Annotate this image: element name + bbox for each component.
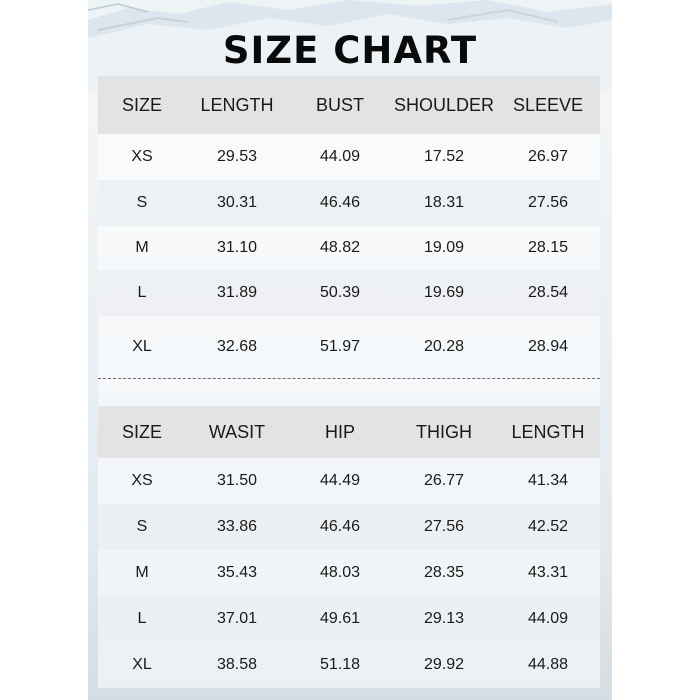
bottom-size-table xyxy=(98,382,600,688)
table-row xyxy=(98,226,600,270)
size-cell: XS xyxy=(131,472,153,489)
size-cell: S xyxy=(136,518,148,535)
value-cell: 28.54 xyxy=(527,284,569,301)
table-row xyxy=(98,550,600,596)
header-cell: BUST xyxy=(315,94,364,115)
size-cell: S xyxy=(136,194,148,211)
table-row xyxy=(98,458,600,504)
value-cell: 44.49 xyxy=(319,472,361,489)
table-row xyxy=(98,642,600,688)
header-cell: SHOULDER xyxy=(393,94,495,115)
value-cell: 44.09 xyxy=(319,148,361,165)
value-cell: 26.97 xyxy=(527,148,569,165)
value-cell: 43.31 xyxy=(527,564,569,581)
size-cell: M xyxy=(135,239,149,256)
value-cell: 33.86 xyxy=(216,518,258,535)
table-row xyxy=(98,316,600,378)
value-cell: 19.69 xyxy=(423,284,465,301)
header-cell: SIZE xyxy=(121,94,162,115)
value-cell: 51.97 xyxy=(319,338,361,355)
value-cell: 48.82 xyxy=(319,239,361,256)
table-row xyxy=(98,596,600,642)
size-cell: L xyxy=(137,610,147,627)
value-cell: 31.10 xyxy=(216,239,258,256)
value-cell: 17.52 xyxy=(423,148,465,165)
value-cell: 27.56 xyxy=(527,194,569,211)
top-size-table xyxy=(98,76,600,378)
value-cell: 30.31 xyxy=(216,194,258,211)
header-cell: WASIT xyxy=(208,421,266,442)
value-cell: 28.35 xyxy=(423,564,465,581)
value-cell: 31.50 xyxy=(216,472,258,489)
value-cell: 29.53 xyxy=(216,148,258,165)
value-cell: 27.56 xyxy=(423,518,465,535)
size-cell: XS xyxy=(131,148,153,165)
value-cell: 41.34 xyxy=(527,472,569,489)
value-cell: 20.28 xyxy=(423,338,465,355)
size-cell: L xyxy=(137,284,147,301)
value-cell: 31.89 xyxy=(216,284,258,301)
value-cell: 35.43 xyxy=(216,564,258,581)
value-cell: 28.94 xyxy=(527,338,569,355)
value-cell: 42.52 xyxy=(527,518,569,535)
value-cell: 32.68 xyxy=(216,338,258,355)
header-cell: SIZE xyxy=(121,421,162,442)
value-cell: 28.15 xyxy=(527,239,569,256)
value-cell: 48.03 xyxy=(319,564,361,581)
value-cell: 49.61 xyxy=(319,610,361,627)
value-cell: 38.58 xyxy=(216,656,258,673)
table-header-row xyxy=(98,76,600,134)
value-cell: 44.88 xyxy=(527,656,569,673)
table-header-row xyxy=(98,406,600,458)
value-cell: 46.46 xyxy=(319,518,361,535)
table-row xyxy=(98,134,600,180)
page-title: SIZE CHART xyxy=(222,29,478,72)
size-cell: XL xyxy=(132,338,152,355)
header-cell: LENGTH xyxy=(511,421,585,442)
value-cell: 37.01 xyxy=(216,610,258,627)
value-cell: 46.46 xyxy=(319,194,361,211)
table-row xyxy=(98,270,600,316)
value-cell: 29.13 xyxy=(423,610,465,627)
value-cell: 51.18 xyxy=(319,656,361,673)
table-row xyxy=(98,180,600,226)
size-cell: XL xyxy=(132,656,152,673)
value-cell: 29.92 xyxy=(423,656,465,673)
value-cell: 44.09 xyxy=(527,610,569,627)
header-cell: SLEEVE xyxy=(512,94,584,115)
value-cell: 50.39 xyxy=(319,284,361,301)
value-cell: 18.31 xyxy=(423,194,465,211)
size-cell: M xyxy=(135,564,149,581)
header-cell: LENGTH xyxy=(200,94,274,115)
table-row xyxy=(98,504,600,550)
value-cell: 19.09 xyxy=(423,239,465,256)
value-cell: 26.77 xyxy=(423,472,465,489)
header-cell: HIP xyxy=(324,421,355,442)
header-cell: THIGH xyxy=(416,421,472,442)
